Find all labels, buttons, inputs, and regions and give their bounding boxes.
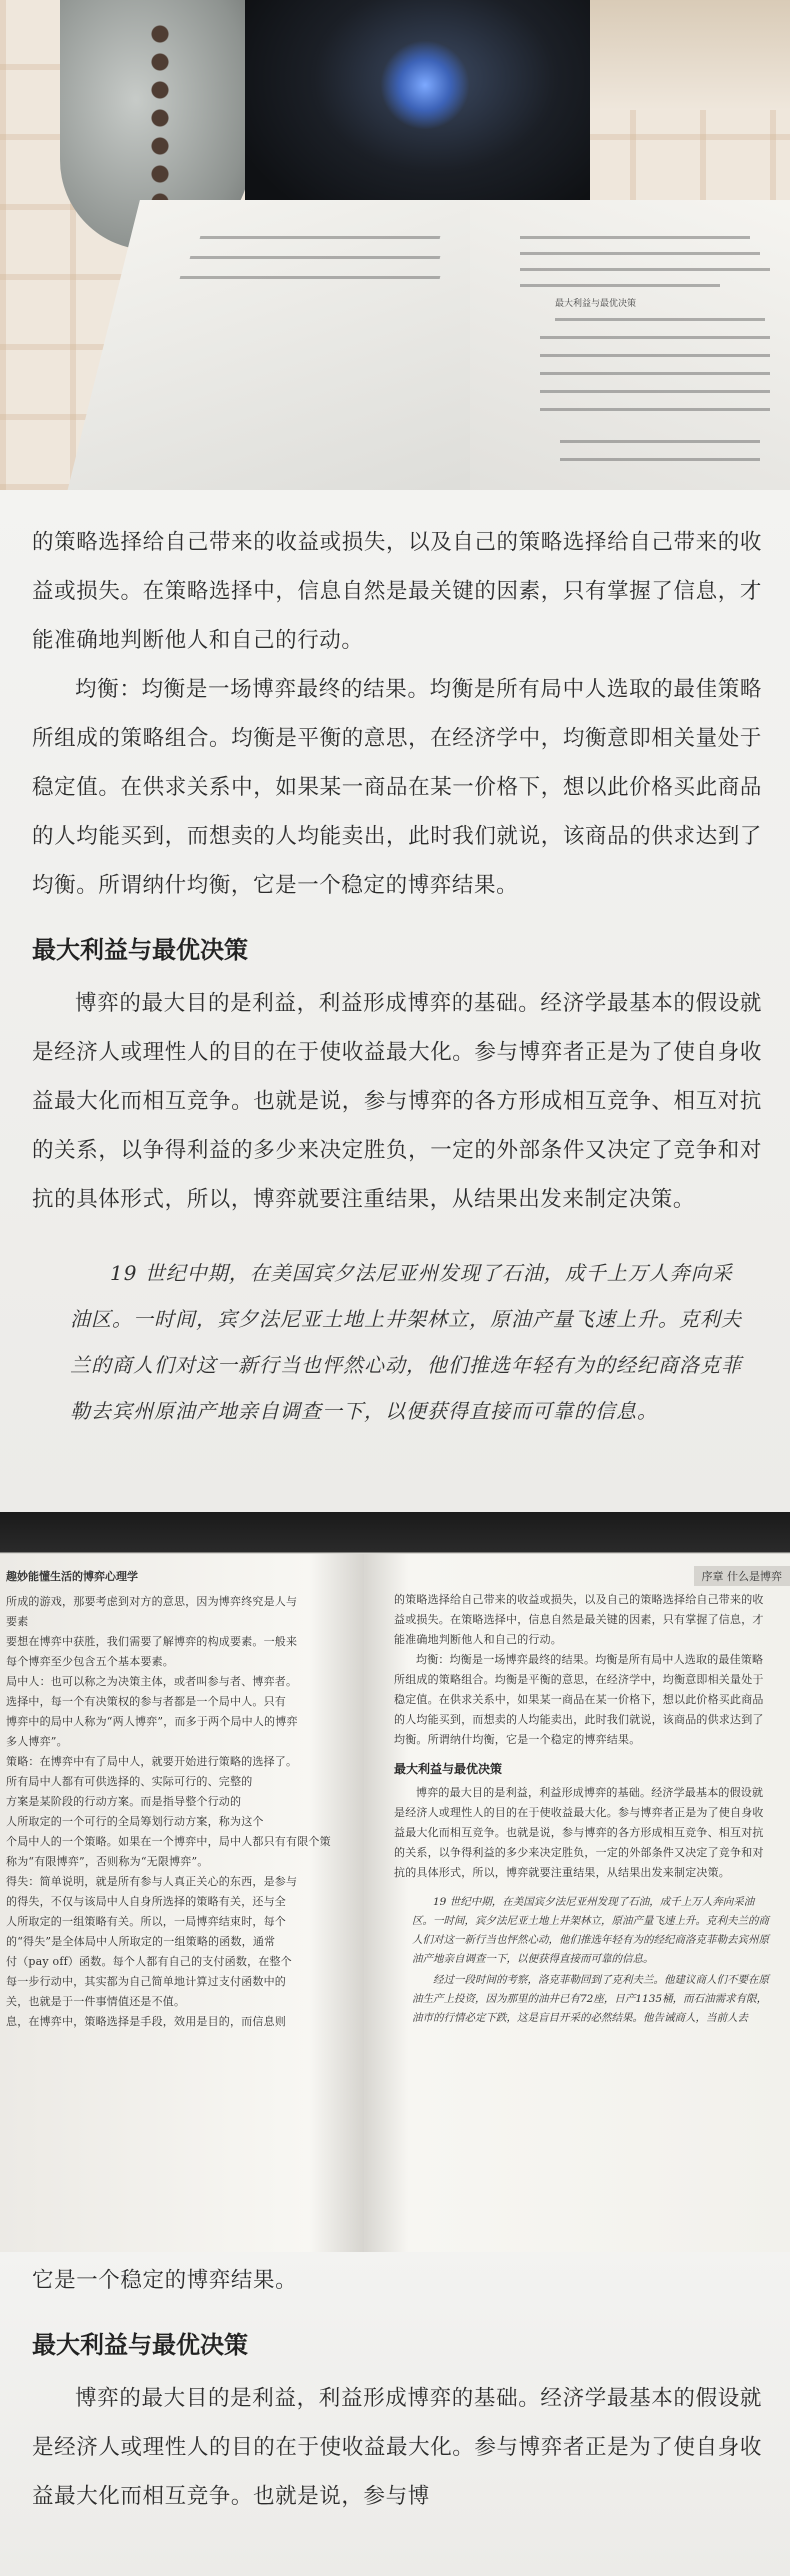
section-heading: 最大利益与最优决策 — [32, 936, 248, 964]
left-page-text — [6, 1592, 354, 2032]
right-quote-1: 19 世纪中期，在美国宾夕法尼亚州发现了石油，成千上万人奔向采油区。一时间，宾夕法尼亚土地上井架林立，原油产量飞速上升。克利夫兰的商人们对这一新行当也怦然心动，他们推选年轻有为的经纪商洛克菲勒去宾州原油产地亲自调查一下，以便获得直接而可靠的信息。 — [412, 1896, 769, 1965]
text-closeup-2 — [0, 2252, 790, 2576]
right-paragraph-max-benefit: 博弈的最大目的是利益，利益形成博弈的基础。经济学最基本的假设就是经济人或理性人的目的在于使收益最大化。参与博弈者正是为了使自身收益最大化而相互竞争。也就是说，参与博弈的各方形成相互竞争、相互对抗的关系，以争得利益的多少来决定胜负，一定的外部条件又决定了竞争和对抗的具体形式，所以，博弈就要注重结果，从结果出发来制定决策。 — [394, 1786, 764, 1879]
left-page-line: 个局中人的一个策略。如果在一个博弈中，局中人都只有有限个策 — [6, 1835, 331, 1848]
left-page-line: 策略：在博弈中有了局中人，就要开始进行策略的选择了。 — [6, 1755, 298, 1768]
left-page-line: 人所取定的一组策略有关。所以，一局博弈结束时，每个 — [6, 1915, 286, 1928]
spread-left-page — [0, 1554, 364, 2252]
open-book-right-page — [470, 200, 790, 490]
left-page-line: 的得失，不仅与该局中人自身所选择的策略有关，还与全 — [6, 1895, 286, 1908]
left-page-line: 每个博弈至少包含五个基本要素。 — [6, 1655, 174, 1668]
paragraph-strategy: 的策略选择给自己带来的收益或损失，以及自己的策略选择给自己带来的收益或损失。在策略选择中，信息自然是最关键的因素，只有掌握了信息，才能准确地判断他人和自己的行动。 — [32, 530, 762, 653]
left-page-line: 每一步行动中，其实都为自己简单地计算过支付函数中的 — [6, 1975, 286, 1988]
paragraph-equilibrium: 均衡：均衡是一场博弈最终的结果。均衡是所有局中人选取的最佳策略所组成的策略组合。均衡是平衡的意思，在经济学中，均衡意即相关量处于稳定值。在供求关系中，如果某一商品在某一价格下，想以此价格买此商品的人均能买到，而想卖的人均能卖出，此时我们就说，该商品的供求达到了均衡。所谓纳什均衡，它是一个稳定的博弈结果。 — [32, 677, 762, 898]
book-photo-top — [0, 0, 790, 490]
background-shelf — [590, 0, 790, 110]
left-page-line: 称为“有限博弈”，否则称为“无限博弈”。 — [6, 1855, 209, 1868]
left-page-line: 所成的游戏，那要考虑到对方的意思，因为博弈终究是人与 — [6, 1595, 298, 1608]
photo-text-line — [540, 372, 770, 375]
photo-text-line — [520, 268, 770, 271]
photo-right-page-heading: 最大利益与最优决策 — [555, 299, 637, 309]
photo-text-line — [555, 318, 765, 321]
right-quote-2: 经过一段时间的考察，洛克菲勒回到了克利夫兰。他建议商人们不要在原油生产上投资，因为那里的油井已有72座，日产1135桶，而石油需求有限，油市的行情必定下跌，这是盲目开采的必然结果。他告诫商人，当前人去 — [412, 1974, 769, 2024]
quote-rockefeller: 19 世纪中期，在美国宾夕法尼亚州发现了石油，成千上万人奔向采油区。一时间，宾夕法尼亚土地上井架林立，原油产量飞速上升。克利夫兰的商人们对这一新行当也怦然心动，他们推选年轻有为的经纪商洛克菲勒去宾州原油产地亲自调查一下，以便获得直接而可靠的信息。 — [70, 1261, 742, 1423]
photo-text-line — [200, 236, 441, 239]
left-page-line: 要想在博弈中获胜，我们需要了解博弈的构成要素。一般来 — [6, 1635, 298, 1648]
left-page-line: 人所取定的一个可行的全局筹划行动方案，称为这个 — [6, 1815, 264, 1828]
left-page-line: 方案是某阶段的行动方案。而是指导整个行动的 — [6, 1795, 242, 1808]
left-page-line: 多人博弈”。 — [6, 1735, 68, 1748]
paragraph-stable-result: 它是一个稳定的博弈结果。 — [32, 2268, 298, 2293]
right-section-heading: 最大利益与最优决策 — [394, 1762, 503, 1776]
right-paragraph-equilibrium: 均衡：均衡是一场博弈最终的结果。均衡是所有局中人选取的最佳策略所组成的策略组合。均衡是平衡的意思，在经济学中，均衡意即相关量处于稳定值。在供求关系中，如果某一商品在某一价格下，想以此价格买此商品的人均能买到，而想卖的人均能卖出，此时我们就说，该商品的供求达到了均衡。所谓纳什均衡，它是一个稳定的博弈结果。 — [394, 1653, 764, 1746]
paragraph-max-benefit: 博弈的最大目的是利益，利益形成博弈的基础。经济学最基本的假设就是经济人或理性人的目的在于使收益最大化。参与博弈者正是为了使自身收益最大化而相互竞争。也就是说，参与博弈的各方形成相互竞争、相互对抗的关系，以争得利益的多少来决定胜负，一定的外部条件又决定了竞争和对抗的具体形式，所以，博弈就要注重结果，从结果出发来制定决策。 — [32, 991, 762, 1212]
photo-text-line — [520, 284, 720, 287]
left-page-line: 得失：简单说明，就是所有参与人真正关心的东西，是参与 — [6, 1875, 298, 1888]
left-page-line: 所有局中人都有可供选择的、实际可行的、完整的 — [6, 1775, 253, 1788]
right-paragraph-strategy: 的策略选择给自己带来的收益或损失，以及自己的策略选择给自己带来的收益或损失。在策略选择中，信息自然是最关键的因素，只有掌握了信息，才能准确地判断他人和自己的行动。 — [394, 1593, 764, 1646]
photo-text-line — [540, 408, 770, 411]
text-closeup-1 — [0, 490, 790, 1512]
section-heading-2: 最大利益与最优决策 — [32, 2331, 248, 2359]
photo-text-line — [540, 390, 770, 393]
left-page-line: 息，在博弈中，策略选择是手段，效用是目的，而信息则 — [6, 2015, 286, 2028]
left-page-line: 选择中，每一个有决策权的参与者都是一个局中人。只有 — [6, 1695, 286, 1708]
spread-right-page — [366, 1554, 790, 2252]
left-page-line: 局中人：也可以称之为决策主体，或者叫参与者、博弈者。 — [6, 1675, 298, 1688]
paragraph-max-benefit-2: 博弈的最大目的是利益，利益形成博弈的基础。经济学最基本的假设就是经济人或理性人的目的在于使收益最大化。参与博弈者正是为了使自身收益最大化而相互竞争。也就是说，参与博 — [32, 2386, 762, 2509]
left-page-line: 博弈中的局中人称为“两人博弈”，而多于两个局中人的博弈 — [6, 1715, 298, 1728]
book-spread-photo — [0, 1512, 790, 2252]
photo-text-line — [180, 276, 441, 279]
left-page-line: 关，也就是于一件事情值还是不值。 — [6, 1995, 186, 2008]
photo-text-line — [520, 252, 760, 255]
photo-text-line — [540, 354, 770, 357]
right-page-header: 序章 什么是博弈 — [694, 1566, 790, 1586]
left-page-line: 的“得失”是全体局中人所取定的一组策略的函数，通常 — [6, 1935, 276, 1948]
photo-text-line — [560, 440, 760, 443]
glowing-head-illustration — [380, 40, 470, 130]
left-page-line: 要素 — [6, 1615, 29, 1628]
photo-text-line — [560, 458, 760, 461]
left-page-header: 趣妙能懂生活的博弈心理学 — [6, 1570, 138, 1583]
left-page-line: 付（pay off）函数。每个人都有自己的支付函数，在整个 — [6, 1955, 292, 1968]
photo-text-line — [540, 336, 770, 339]
vase-dot-pattern — [140, 20, 180, 220]
photo-text-line — [190, 256, 441, 259]
photo-text-line — [520, 236, 750, 239]
